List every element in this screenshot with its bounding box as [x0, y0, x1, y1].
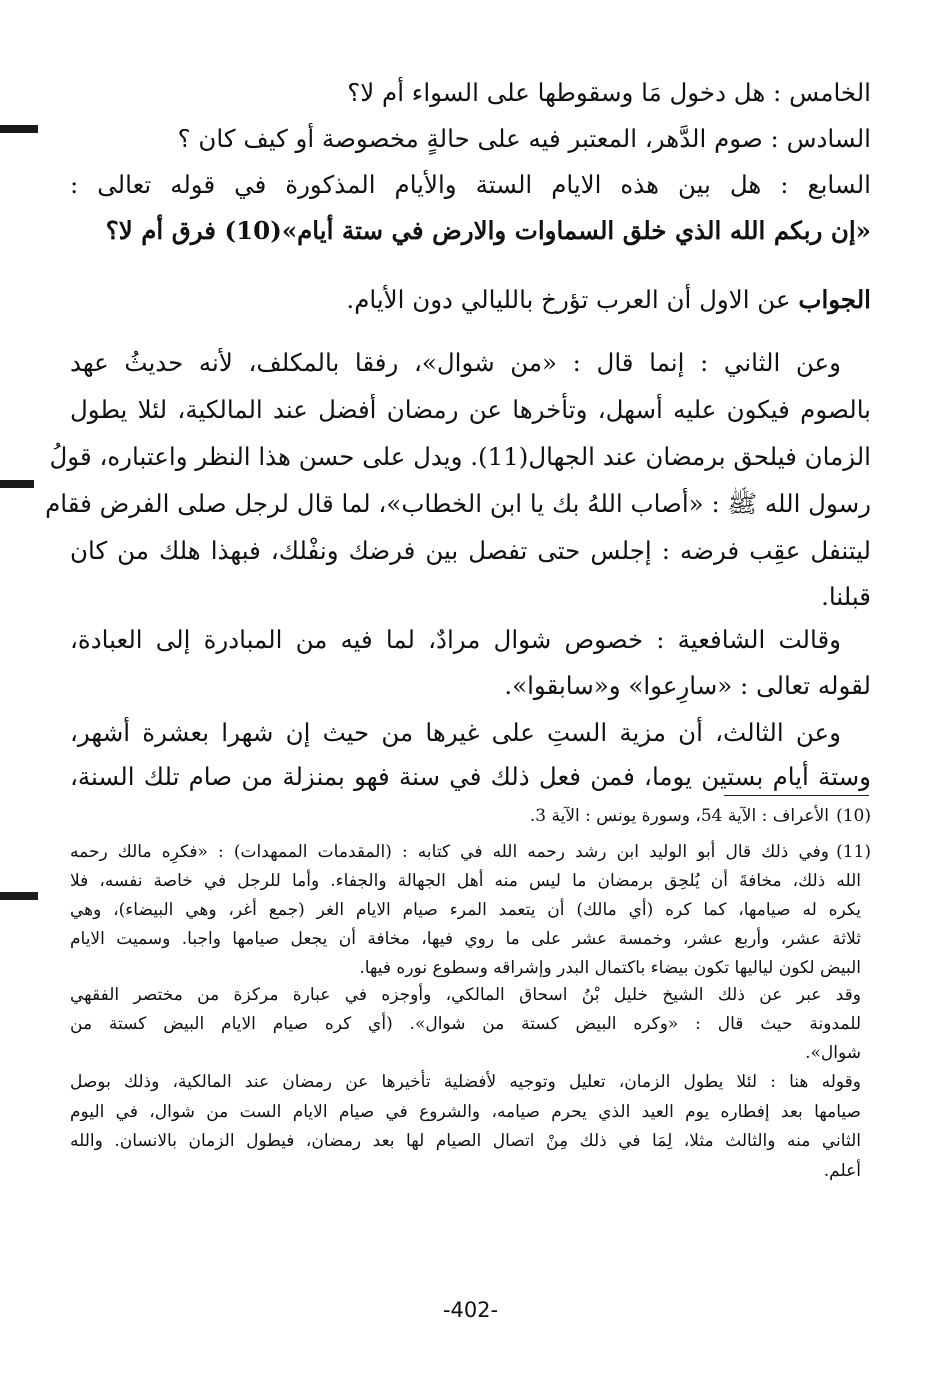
body-line-9: رسول الله ﷺ : «أصاب اللهُ بك يا ابن الخطاب»، لما قال لرجل صلى الفرض فقام [45, 489, 871, 518]
footnote-10-number: (10) [836, 806, 871, 826]
answer-word: الجواب [798, 285, 871, 314]
footnote-11-line-8: شوال». [805, 1043, 861, 1063]
scan-edge-mark [0, 480, 34, 488]
body-line-10: ليتنفل عقِب فرضه : إجلس حتى تفصل بين فرضك ونفْلك، فبهذا هلك من كان [70, 536, 871, 565]
body-line-3: السابع : هل بين هذه الايام الستة والأيام المذكورة في قوله تعالى : [70, 170, 871, 199]
body-line-14: وعن الثالث، أن مزية الستِ على غيرها من حيث إن شهرا بعشرة أشهر، [70, 718, 841, 747]
scan-edge-mark [0, 125, 38, 133]
body-line-13: لقوله تعالى : «سارِعوا» و«سابقوا». [504, 671, 871, 700]
footnote-11-line-12: أعلم. [823, 1161, 861, 1181]
footnote-11-line-5: البيض لكون لياليها تكون بيضاء باكتمال البدر وإشراقه وسطوع نوره فيها. [359, 958, 861, 978]
footnote-11-line-7: للمدونة حيث قال : «وكره البيض كستة من شوال». (أي كره صيام الايام البيض كستة من [70, 1014, 861, 1034]
footnote-10-text: الأعراف : الآية 54، وسورة يونس : الآية 3. [529, 806, 829, 826]
footnote-10 [70, 802, 871, 831]
footnote-11-line-9: وقوله هنا : لئلا يطول الزمان، تعليل وتوجيه لأفضلية تأخيرها عن رمضان عند المالكية، وذلك بوصل [70, 1072, 861, 1092]
footnote-separator [724, 795, 869, 796]
body-line-1: الخامس : هل دخول مَا وسقوطها على السواء أم لا؟ [347, 78, 871, 107]
body-line-12: وقالت الشافعية : خصوص شوال مرادٌ، لما فيه من المبادرة إلى العبادة، [70, 625, 841, 654]
footnote-11-number: (11) [836, 842, 871, 862]
answer-line [70, 281, 871, 319]
body-line-2: السادس : صوم الدَّهر، المعتبر فيه على حالةٍ مخصوصة أو كيف كان ؟ [177, 124, 871, 153]
scan-edge-mark [0, 892, 38, 900]
body-line-8: الزمان فيلحق برمضان عند الجهال(11). ويدل على حسن هذا النظر واعتباره، قولُ [49, 442, 871, 471]
footnote-11-line-11: الثاني منه والثالث مثلا، لِمَا في ذلك مِنْ اتصال الصيام لها بعد رمضان، فيطول الزمان بالانسان. والله [70, 1131, 861, 1151]
footnote-11-line-6: وقد عبر عن ذلك الشيخ خليل بْنُ اسحاق المالكي، وأوجزه في عبارة مركزة من مختصر الفقهي [70, 985, 861, 1005]
body-line-4-quran: «إن ربكم الله الذي خلق السماوات والارض في ستة أيام»(10) فرق أم لا؟ [105, 216, 871, 245]
body-line-15: وستة أيام بستين يوما، فمن فعل ذلك في سنة فهو بمنزلة من صام تلك السنة، [70, 762, 871, 791]
footnote-11-line-1: وفي ذلك قال أبو الوليد ابن رشد رحمه الله في كتابه : (المقدمات الممهدات) : «فكرِه مالك رحمه [70, 842, 829, 862]
footnote-11-line-10: صيامها بعد إفطاره يوم العيد الذي يحرم صيامه، والشروع في صيام الايام الست من شوال، في اليوم [70, 1102, 861, 1122]
footnote-11-line-4: ثلاثة عشر، وأربع عشر، وخمسة عشر على ما روي فيها، مخافة أن يجعل صيامها واجبا. وسميت الايام [70, 929, 861, 949]
body-line-7: بالصوم فيكون عليه أسهل، وتأخرها عن رمضان أفضل عند المالكية، لئلا يطول [70, 395, 871, 424]
body-line-6: وعن الثاني : إنما قال : «من شوال»، رفقا بالمكلف، لأنه حديثُ عهد [70, 348, 841, 377]
footnote-11-line-2: الله ذلك، مخافةَ أن يُلحِق برمضان ما ليس منه أهل الجهالة والجفاء. وأما للرجل في خاصة نفسه، فلا [70, 871, 861, 891]
page-number: -402- [442, 1298, 499, 1322]
body-line-11: قبلنا. [821, 582, 871, 611]
footnote-11-line-3: يكره له صيامها، كما كره (أي مالك) أن يتعمد المرء صيام الايام الغر (جمع أغر، وهي البيضاء)، وهي [70, 900, 861, 920]
answer-text: عن الاول أن العرب تؤرخ بالليالي دون الأيام. [346, 285, 791, 314]
